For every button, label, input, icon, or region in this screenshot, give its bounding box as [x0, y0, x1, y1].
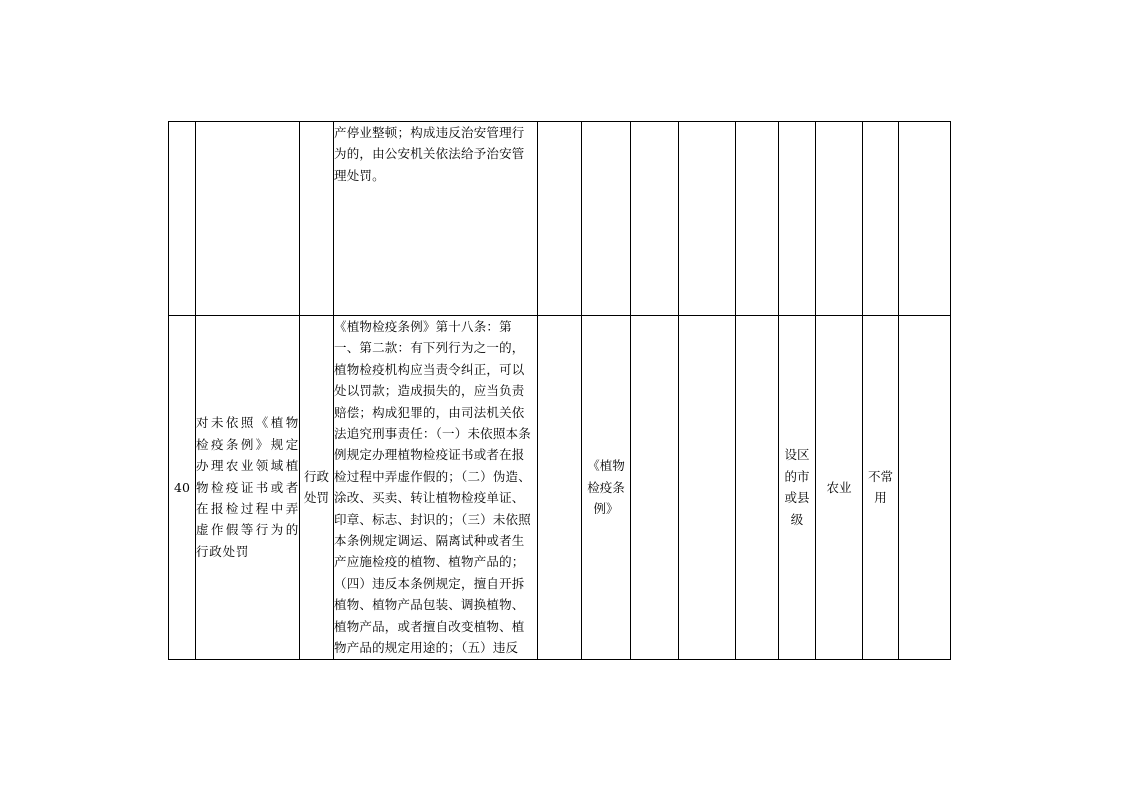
empty-cell: [899, 316, 951, 660]
legal-basis-cell: 产停业整顿；构成违反治安管理行为的，由公安机关依法给予治安管理处罚。: [334, 122, 538, 316]
empty-cell: [736, 122, 779, 316]
empty-cell: [631, 122, 679, 316]
table-row: [169, 122, 951, 316]
empty-cell: [679, 122, 736, 316]
item-number-cell: 40: [169, 316, 196, 660]
item-type-cell: 行政处罚: [300, 316, 334, 660]
empty-cell: [899, 122, 951, 316]
item-name-cell: [196, 122, 300, 316]
department-cell: 农业: [816, 316, 863, 660]
law-name-cell: 《植物检疫条例》: [582, 316, 631, 660]
table-row: [169, 316, 951, 660]
empty-cell: [736, 316, 779, 660]
empty-cell: [538, 316, 582, 660]
law-name-cell: [582, 122, 631, 316]
frequency-cell: 不常用: [863, 316, 899, 660]
exercise-level-cell: 设区的市或县级: [779, 316, 816, 660]
exercise-level-cell: [779, 122, 816, 316]
empty-cell: [631, 316, 679, 660]
department-cell: [816, 122, 863, 316]
empty-cell: [679, 316, 736, 660]
item-number-cell: [169, 122, 196, 316]
legal-basis-cell: 《植物检疫条例》第十八条：第一、第二款：有下列行为之一的，植物检疫机构应当责令纠正，可以处以罚款；造成损失的，应当负责赔偿；构成犯罪的，由司法机关依法追究刑事责任：（一）未依照本条例规定办理植物检疫证书或者在报检过程中弄虚作假的；（二）伪造、涂改、买卖、转让植物检疫单证、印章、标志、封识的；（三）未依照本条例规定调运、隔离试种或者生产应施检疫的植物、植物产品的；（四）违反本条例规定，擅自开拆植物、植物产品包装、调换植物、植物产品，或者擅自改变植物、植物产品的规定用途的；（五）违反: [334, 316, 538, 660]
frequency-cell: [863, 122, 899, 316]
item-type-cell: [300, 122, 334, 316]
power-list-table: [168, 121, 951, 660]
empty-cell: [538, 122, 582, 316]
item-name-cell: 对未依照《植物检疫条例》规定办理农业领域植物检疫证书或者在报检过程中弄虚作假等行为的行政处罚: [196, 316, 300, 660]
